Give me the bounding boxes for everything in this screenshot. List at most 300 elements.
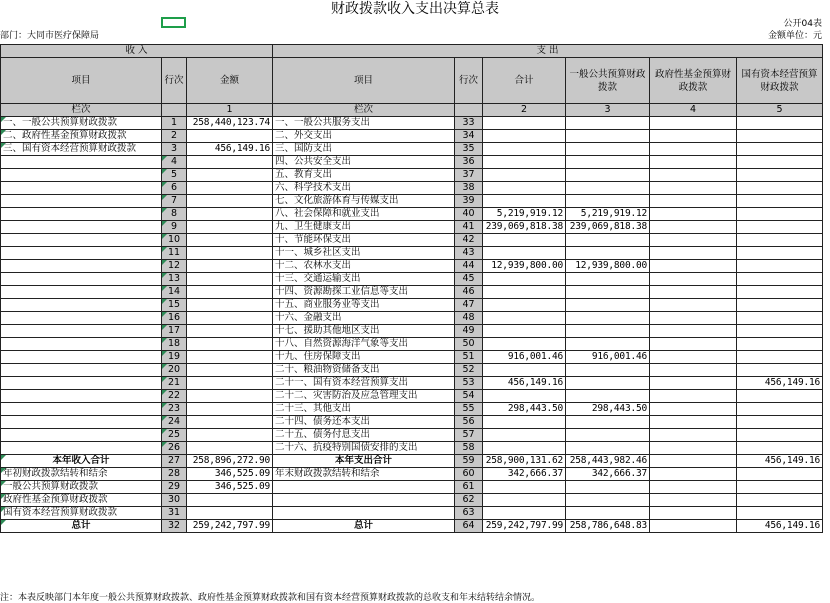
expense-line-no-cell[interactable]: 46 bbox=[455, 286, 483, 299]
gov-fund-cell[interactable] bbox=[650, 260, 737, 273]
gov-fund-cell[interactable] bbox=[650, 507, 737, 520]
expense-total-cell[interactable] bbox=[483, 507, 566, 520]
income-item-cell[interactable] bbox=[1, 416, 162, 429]
income-line-no-cell[interactable]: 31 bbox=[162, 507, 187, 520]
income-item-cell[interactable] bbox=[1, 364, 162, 377]
expense-total-cell[interactable]: 456,149.16 bbox=[483, 377, 566, 390]
expense-total-cell[interactable]: 258,900,131.62 bbox=[483, 455, 566, 468]
expense-total-cell[interactable] bbox=[483, 143, 566, 156]
income-item-cell[interactable] bbox=[1, 442, 162, 455]
expense-total-cell[interactable] bbox=[483, 494, 566, 507]
expense-total-cell[interactable] bbox=[483, 429, 566, 442]
income-line-no-cell[interactable]: 17 bbox=[162, 325, 187, 338]
income-line-no-cell[interactable]: 1 bbox=[162, 117, 187, 130]
col-index: 3 bbox=[566, 104, 650, 117]
income-amount-cell[interactable] bbox=[187, 182, 273, 195]
general-budget-cell[interactable] bbox=[566, 286, 650, 299]
income-line-no-cell[interactable]: 23 bbox=[162, 403, 187, 416]
expense-total-cell[interactable] bbox=[483, 117, 566, 130]
income-amount-cell[interactable] bbox=[187, 299, 273, 312]
gov-fund-cell[interactable] bbox=[650, 299, 737, 312]
general-budget-cell[interactable]: 258,443,982.46 bbox=[566, 455, 650, 468]
expense-line-no-cell[interactable]: 59 bbox=[455, 455, 483, 468]
income-line-no-cell[interactable]: 30 bbox=[162, 494, 187, 507]
expense-item-cell[interactable]: 十、节能环保支出 bbox=[273, 234, 455, 247]
expense-line-no-cell[interactable]: 56 bbox=[455, 416, 483, 429]
income-line-no-cell[interactable]: 21 bbox=[162, 377, 187, 390]
income-item-cell[interactable] bbox=[1, 390, 162, 403]
income-line-no-cell[interactable]: 28 bbox=[162, 468, 187, 481]
state-capital-cell[interactable] bbox=[737, 442, 823, 455]
income-item-cell[interactable] bbox=[1, 286, 162, 299]
income-item-cell[interactable] bbox=[1, 247, 162, 260]
state-capital-cell[interactable] bbox=[737, 299, 823, 312]
general-budget-cell[interactable] bbox=[566, 390, 650, 403]
gov-fund-cell[interactable] bbox=[650, 143, 737, 156]
expense-total-cell[interactable] bbox=[483, 182, 566, 195]
expense-total-cell[interactable] bbox=[483, 442, 566, 455]
income-amount-cell[interactable]: 346,525.09 bbox=[187, 468, 273, 481]
gov-fund-cell[interactable] bbox=[650, 247, 737, 260]
state-capital-cell[interactable] bbox=[737, 364, 823, 377]
expense-total-cell[interactable] bbox=[483, 247, 566, 260]
gov-fund-cell[interactable] bbox=[650, 169, 737, 182]
gov-fund-cell[interactable] bbox=[650, 351, 737, 364]
state-capital-cell[interactable]: 456,149.16 bbox=[737, 377, 823, 390]
state-capital-cell[interactable] bbox=[737, 481, 823, 494]
income-item-cell[interactable] bbox=[1, 377, 162, 390]
income-item-cell[interactable] bbox=[1, 312, 162, 325]
income-line-no-cell[interactable]: 12 bbox=[162, 260, 187, 273]
expense-line-no-cell[interactable]: 51 bbox=[455, 351, 483, 364]
gov-fund-cell[interactable] bbox=[650, 455, 737, 468]
expense-total-cell[interactable] bbox=[483, 325, 566, 338]
expense-line-no-cell[interactable]: 35 bbox=[455, 143, 483, 156]
income-item-cell[interactable]: 政府性基金预算财政拨款 bbox=[1, 494, 162, 507]
income-amount-cell[interactable] bbox=[187, 377, 273, 390]
income-amount-cell[interactable] bbox=[187, 364, 273, 377]
general-budget-cell[interactable]: 239,069,818.38 bbox=[566, 221, 650, 234]
income-amount-cell[interactable]: 258,896,272.90 bbox=[187, 455, 273, 468]
expense-item-cell[interactable]: 四、公共安全支出 bbox=[273, 156, 455, 169]
expense-item-cell[interactable]: 二十五、债务付息支出 bbox=[273, 429, 455, 442]
expense-total-cell[interactable]: 5,219,919.12 bbox=[483, 208, 566, 221]
income-line-no-cell[interactable]: 24 bbox=[162, 416, 187, 429]
general-budget-cell[interactable] bbox=[566, 195, 650, 208]
general-budget-cell[interactable] bbox=[566, 364, 650, 377]
income-amount-cell[interactable] bbox=[187, 390, 273, 403]
general-budget-cell[interactable] bbox=[566, 416, 650, 429]
expense-item-cell[interactable]: 总计 bbox=[273, 520, 455, 533]
income-item-cell[interactable]: 本年收入合计 bbox=[1, 455, 162, 468]
general-budget-cell[interactable] bbox=[566, 156, 650, 169]
income-line-no-cell[interactable]: 19 bbox=[162, 351, 187, 364]
income-item-cell[interactable] bbox=[1, 338, 162, 351]
expense-total-cell[interactable] bbox=[483, 390, 566, 403]
gov-fund-cell[interactable] bbox=[650, 325, 737, 338]
income-item-cell[interactable] bbox=[1, 208, 162, 221]
form-code: 公开04表 bbox=[783, 19, 822, 29]
expense-item-cell[interactable]: 十一、城乡社区支出 bbox=[273, 247, 455, 260]
expense-line-no-cell[interactable]: 44 bbox=[455, 260, 483, 273]
expense-line-no-cell[interactable]: 33 bbox=[455, 117, 483, 130]
income-item-cell[interactable]: 二、政府性基金预算财政拨款 bbox=[1, 130, 162, 143]
income-item-cell[interactable] bbox=[1, 221, 162, 234]
state-capital-cell[interactable] bbox=[737, 468, 823, 481]
income-line-no-cell[interactable]: 25 bbox=[162, 429, 187, 442]
income-line-no-cell[interactable]: 4 bbox=[162, 156, 187, 169]
expense-item-cell[interactable]: 十八、自然资源海洋气象等支出 bbox=[273, 338, 455, 351]
income-amount-cell[interactable]: 259,242,797.99 bbox=[187, 520, 273, 533]
expense-item-cell[interactable]: 二十一、国有资本经营预算支出 bbox=[273, 377, 455, 390]
state-capital-cell[interactable] bbox=[737, 260, 823, 273]
expense-item-cell[interactable]: 六、科学技术支出 bbox=[273, 182, 455, 195]
general-budget-cell[interactable] bbox=[566, 338, 650, 351]
state-capital-cell[interactable] bbox=[737, 338, 823, 351]
expense-item-cell[interactable]: 二十四、债务还本支出 bbox=[273, 416, 455, 429]
income-amount-cell[interactable] bbox=[187, 507, 273, 520]
expense-line-no-cell[interactable]: 53 bbox=[455, 377, 483, 390]
expense-item-cell[interactable]: 一、一般公共服务支出 bbox=[273, 117, 455, 130]
general-budget-cell[interactable] bbox=[566, 481, 650, 494]
state-capital-cell[interactable]: 456,149.16 bbox=[737, 520, 823, 533]
gov-fund-cell[interactable] bbox=[650, 468, 737, 481]
expense-total-cell[interactable] bbox=[483, 234, 566, 247]
general-budget-cell[interactable] bbox=[566, 299, 650, 312]
income-amount-cell[interactable] bbox=[187, 416, 273, 429]
gov-fund-cell[interactable] bbox=[650, 195, 737, 208]
general-budget-cell[interactable] bbox=[566, 234, 650, 247]
income-item-cell[interactable] bbox=[1, 195, 162, 208]
income-item-cell[interactable]: 国有资本经营预算财政拨款 bbox=[1, 507, 162, 520]
general-budget-cell[interactable] bbox=[566, 143, 650, 156]
income-line-no-cell[interactable]: 26 bbox=[162, 442, 187, 455]
income-item-cell[interactable] bbox=[1, 351, 162, 364]
general-budget-cell[interactable] bbox=[566, 130, 650, 143]
expense-total-cell[interactable] bbox=[483, 299, 566, 312]
gov-fund-cell[interactable] bbox=[650, 416, 737, 429]
expense-total-cell[interactable]: 298,443.50 bbox=[483, 403, 566, 416]
expense-line-no-cell[interactable]: 61 bbox=[455, 481, 483, 494]
expense-line-no-cell[interactable]: 39 bbox=[455, 195, 483, 208]
expense-total-cell[interactable]: 239,069,818.38 bbox=[483, 221, 566, 234]
expense-item-cell[interactable]: 十七、援助其他地区支出 bbox=[273, 325, 455, 338]
expense-item-cell[interactable]: 二十二、灾害防治及应急管理支出 bbox=[273, 390, 455, 403]
income-amount-cell[interactable]: 456,149.16 bbox=[187, 143, 273, 156]
expense-total-cell[interactable] bbox=[483, 273, 566, 286]
expense-item-cell[interactable]: 二十、粮油物资储备支出 bbox=[273, 364, 455, 377]
expense-line-no-cell[interactable]: 55 bbox=[455, 403, 483, 416]
state-capital-cell[interactable]: 456,149.16 bbox=[737, 455, 823, 468]
expense-line-no-cell[interactable]: 52 bbox=[455, 364, 483, 377]
expense-item-cell[interactable]: 年末财政拨款结转和结余 bbox=[273, 468, 455, 481]
income-line-no-cell[interactable]: 22 bbox=[162, 390, 187, 403]
general-budget-cell[interactable]: 12,939,800.00 bbox=[566, 260, 650, 273]
income-item-cell[interactable]: 一、一般公共预算财政拨款 bbox=[1, 117, 162, 130]
income-item-cell[interactable] bbox=[1, 260, 162, 273]
income-amount-cell[interactable] bbox=[187, 273, 273, 286]
state-capital-cell[interactable] bbox=[737, 208, 823, 221]
expense-line-no-cell[interactable]: 45 bbox=[455, 273, 483, 286]
gov-fund-cell[interactable] bbox=[650, 208, 737, 221]
state-capital-cell[interactable] bbox=[737, 117, 823, 130]
general-budget-cell[interactable] bbox=[566, 117, 650, 130]
income-item-cell[interactable] bbox=[1, 325, 162, 338]
general-budget-cell[interactable] bbox=[566, 442, 650, 455]
state-capital-cell[interactable] bbox=[737, 182, 823, 195]
general-budget-cell[interactable] bbox=[566, 247, 650, 260]
income-amount-cell[interactable] bbox=[187, 442, 273, 455]
state-capital-cell[interactable] bbox=[737, 156, 823, 169]
state-capital-cell[interactable] bbox=[737, 247, 823, 260]
income-item-cell[interactable] bbox=[1, 273, 162, 286]
gov-fund-cell[interactable] bbox=[650, 273, 737, 286]
expense-item-cell[interactable]: 七、文化旅游体育与传媒支出 bbox=[273, 195, 455, 208]
expense-line-no-cell[interactable]: 34 bbox=[455, 130, 483, 143]
expense-total-cell[interactable]: 259,242,797.99 bbox=[483, 520, 566, 533]
gov-fund-cell[interactable] bbox=[650, 234, 737, 247]
general-budget-cell[interactable] bbox=[566, 325, 650, 338]
table-row bbox=[1, 494, 823, 507]
expense-item-cell[interactable]: 五、教育支出 bbox=[273, 169, 455, 182]
income-amount-cell[interactable] bbox=[187, 403, 273, 416]
expense-total-cell[interactable] bbox=[483, 130, 566, 143]
general-budget-cell[interactable] bbox=[566, 169, 650, 182]
gov-fund-cell[interactable] bbox=[650, 182, 737, 195]
income-item-cell[interactable] bbox=[1, 299, 162, 312]
expense-line-no-cell[interactable]: 64 bbox=[455, 520, 483, 533]
income-line-no-cell[interactable]: 27 bbox=[162, 455, 187, 468]
income-line-no-cell[interactable]: 13 bbox=[162, 273, 187, 286]
income-line-no-cell[interactable]: 8 bbox=[162, 208, 187, 221]
gov-fund-cell[interactable] bbox=[650, 286, 737, 299]
state-capital-cell[interactable] bbox=[737, 130, 823, 143]
income-amount-cell[interactable] bbox=[187, 208, 273, 221]
expense-item-cell[interactable]: 十五、商业服务业等支出 bbox=[273, 299, 455, 312]
income-line-no-cell[interactable]: 10 bbox=[162, 234, 187, 247]
income-line-no-cell[interactable]: 29 bbox=[162, 481, 187, 494]
income-line-no-cell[interactable]: 11 bbox=[162, 247, 187, 260]
expense-line-no-cell[interactable]: 57 bbox=[455, 429, 483, 442]
income-line-no-cell[interactable]: 16 bbox=[162, 312, 187, 325]
gov-fund-cell[interactable] bbox=[650, 364, 737, 377]
income-amount-cell[interactable] bbox=[187, 234, 273, 247]
income-line-no-cell[interactable]: 2 bbox=[162, 130, 187, 143]
expense-line-no-cell[interactable]: 43 bbox=[455, 247, 483, 260]
income-amount-cell[interactable] bbox=[187, 494, 273, 507]
gov-fund-cell[interactable] bbox=[650, 429, 737, 442]
income-amount-cell[interactable] bbox=[187, 169, 273, 182]
expense-total-cell[interactable] bbox=[483, 416, 566, 429]
table-row bbox=[1, 208, 823, 221]
gov-fund-cell[interactable] bbox=[650, 377, 737, 390]
state-capital-cell[interactable] bbox=[737, 221, 823, 234]
expense-line-no-cell[interactable]: 47 bbox=[455, 299, 483, 312]
income-amount-cell[interactable] bbox=[187, 351, 273, 364]
income-item-cell[interactable] bbox=[1, 429, 162, 442]
gov-fund-cell[interactable] bbox=[650, 481, 737, 494]
general-budget-cell[interactable] bbox=[566, 273, 650, 286]
income-line-no-cell[interactable]: 3 bbox=[162, 143, 187, 156]
income-item-cell[interactable] bbox=[1, 403, 162, 416]
state-capital-cell[interactable] bbox=[737, 494, 823, 507]
expense-total-cell[interactable]: 12,939,800.00 bbox=[483, 260, 566, 273]
income-amount-cell[interactable] bbox=[187, 130, 273, 143]
income-amount-cell[interactable]: 346,525.09 bbox=[187, 481, 273, 494]
expense-total-cell[interactable] bbox=[483, 286, 566, 299]
expense-total-cell[interactable]: 342,666.37 bbox=[483, 468, 566, 481]
expense-total-cell[interactable] bbox=[483, 338, 566, 351]
income-amount-cell[interactable] bbox=[187, 195, 273, 208]
income-line-no-cell[interactable]: 9 bbox=[162, 221, 187, 234]
gov-fund-cell[interactable] bbox=[650, 520, 737, 533]
gov-fund-cell[interactable] bbox=[650, 117, 737, 130]
expense-item-cell[interactable]: 二十六、抗疫特别国债安排的支出 bbox=[273, 442, 455, 455]
state-capital-cell[interactable] bbox=[737, 429, 823, 442]
income-line-no-cell[interactable]: 14 bbox=[162, 286, 187, 299]
state-capital-cell[interactable] bbox=[737, 416, 823, 429]
income-item-cell[interactable]: 三、国有资本经营预算财政拨款 bbox=[1, 143, 162, 156]
expense-item-cell[interactable] bbox=[273, 481, 455, 494]
expense-line-no-cell[interactable]: 40 bbox=[455, 208, 483, 221]
income-item-cell[interactable] bbox=[1, 234, 162, 247]
income-item-cell[interactable]: 总计 bbox=[1, 520, 162, 533]
gov-fund-cell[interactable] bbox=[650, 221, 737, 234]
expense-line-no-cell[interactable]: 41 bbox=[455, 221, 483, 234]
expense-item-cell[interactable]: 二十三、其他支出 bbox=[273, 403, 455, 416]
expense-line-no-cell[interactable]: 38 bbox=[455, 182, 483, 195]
expense-item-cell[interactable]: 九、卫生健康支出 bbox=[273, 221, 455, 234]
expense-total-cell[interactable] bbox=[483, 195, 566, 208]
expense-line-no-cell[interactable]: 49 bbox=[455, 325, 483, 338]
expense-line-no-cell[interactable]: 58 bbox=[455, 442, 483, 455]
general-budget-cell[interactable] bbox=[566, 312, 650, 325]
income-amount-cell[interactable] bbox=[187, 429, 273, 442]
expense-item-cell[interactable]: 本年支出合计 bbox=[273, 455, 455, 468]
state-capital-cell[interactable] bbox=[737, 195, 823, 208]
income-line-no-cell[interactable]: 7 bbox=[162, 195, 187, 208]
state-capital-cell[interactable] bbox=[737, 143, 823, 156]
income-amount-cell[interactable] bbox=[187, 247, 273, 260]
expense-item-cell[interactable]: 三、国防支出 bbox=[273, 143, 455, 156]
col-index: 栏次 bbox=[1, 104, 162, 117]
income-item-cell[interactable] bbox=[1, 156, 162, 169]
expense-line-no-cell[interactable]: 63 bbox=[455, 507, 483, 520]
general-budget-cell[interactable] bbox=[566, 377, 650, 390]
gov-fund-cell[interactable] bbox=[650, 442, 737, 455]
expense-total-cell[interactable] bbox=[483, 481, 566, 494]
expense-item-cell[interactable]: 十四、资源勘探工业信息等支出 bbox=[273, 286, 455, 299]
income-line-no-cell[interactable]: 18 bbox=[162, 338, 187, 351]
state-capital-cell[interactable] bbox=[737, 325, 823, 338]
gov-fund-cell[interactable] bbox=[650, 156, 737, 169]
general-budget-cell[interactable] bbox=[566, 494, 650, 507]
income-amount-cell[interactable] bbox=[187, 221, 273, 234]
col-index: 5 bbox=[737, 104, 823, 117]
state-capital-cell[interactable] bbox=[737, 169, 823, 182]
income-line-no-cell[interactable]: 20 bbox=[162, 364, 187, 377]
general-budget-cell[interactable]: 298,443.50 bbox=[566, 403, 650, 416]
expense-total-cell[interactable] bbox=[483, 364, 566, 377]
income-line-no-cell[interactable]: 5 bbox=[162, 169, 187, 182]
table-row bbox=[1, 130, 823, 143]
state-capital-cell[interactable] bbox=[737, 286, 823, 299]
gov-fund-cell[interactable] bbox=[650, 390, 737, 403]
income-amount-cell[interactable]: 258,440,123.74 bbox=[187, 117, 273, 130]
table-row bbox=[1, 260, 823, 273]
gov-fund-cell[interactable] bbox=[650, 403, 737, 416]
income-amount-cell[interactable] bbox=[187, 325, 273, 338]
state-capital-cell[interactable] bbox=[737, 351, 823, 364]
expense-item-cell[interactable]: 十二、农林水支出 bbox=[273, 260, 455, 273]
income-line-no-cell[interactable]: 6 bbox=[162, 182, 187, 195]
expense-line-no-cell[interactable]: 50 bbox=[455, 338, 483, 351]
expense-line-no-cell[interactable]: 60 bbox=[455, 468, 483, 481]
income-amount-cell[interactable] bbox=[187, 156, 273, 169]
income-line-no-cell[interactable]: 15 bbox=[162, 299, 187, 312]
gov-fund-cell[interactable] bbox=[650, 312, 737, 325]
expense-total-cell[interactable]: 916,001.46 bbox=[483, 351, 566, 364]
state-capital-cell[interactable] bbox=[737, 312, 823, 325]
expense-total-cell[interactable] bbox=[483, 312, 566, 325]
expense-item-cell[interactable]: 十六、金融支出 bbox=[273, 312, 455, 325]
income-line-no-cell[interactable]: 32 bbox=[162, 520, 187, 533]
expense-item-cell[interactable]: 十九、住房保障支出 bbox=[273, 351, 455, 364]
general-budget-cell[interactable] bbox=[566, 429, 650, 442]
expense-line-no-cell[interactable]: 48 bbox=[455, 312, 483, 325]
expense-line-no-cell[interactable]: 54 bbox=[455, 390, 483, 403]
general-budget-cell[interactable]: 5,219,919.12 bbox=[566, 208, 650, 221]
expense-item-cell[interactable] bbox=[273, 507, 455, 520]
general-budget-cell[interactable]: 342,666.37 bbox=[566, 468, 650, 481]
gov-fund-cell[interactable] bbox=[650, 338, 737, 351]
expense-line-no-cell[interactable]: 36 bbox=[455, 156, 483, 169]
gov-fund-cell[interactable] bbox=[650, 130, 737, 143]
group-header-row bbox=[1, 45, 823, 58]
general-budget-cell[interactable]: 258,786,648.83 bbox=[566, 520, 650, 533]
expense-line-no-cell[interactable]: 62 bbox=[455, 494, 483, 507]
expense-line-no-cell[interactable]: 42 bbox=[455, 234, 483, 247]
state-capital-cell[interactable] bbox=[737, 403, 823, 416]
income-item-cell[interactable]: 一般公共预算财政拨款 bbox=[1, 481, 162, 494]
expense-item-cell[interactable]: 十三、交通运输支出 bbox=[273, 273, 455, 286]
expense-total-cell[interactable] bbox=[483, 169, 566, 182]
general-budget-cell[interactable] bbox=[566, 507, 650, 520]
selected-cell-cursor[interactable] bbox=[161, 17, 186, 28]
income-amount-cell[interactable] bbox=[187, 312, 273, 325]
income-item-cell[interactable]: 年初财政拨款结转和结余 bbox=[1, 468, 162, 481]
general-budget-cell[interactable]: 916,001.46 bbox=[566, 351, 650, 364]
expense-item-cell[interactable] bbox=[273, 494, 455, 507]
general-budget-cell[interactable] bbox=[566, 182, 650, 195]
expense-line-no-cell[interactable]: 37 bbox=[455, 169, 483, 182]
state-capital-cell[interactable] bbox=[737, 234, 823, 247]
unit-label: 金额单位：元 bbox=[767, 31, 822, 41]
income-amount-cell[interactable] bbox=[187, 338, 273, 351]
income-item-cell[interactable] bbox=[1, 182, 162, 195]
col-header: 一般公共预算财政拨款 bbox=[566, 58, 650, 104]
state-capital-cell[interactable] bbox=[737, 390, 823, 403]
expense-item-cell[interactable]: 二、外交支出 bbox=[273, 130, 455, 143]
income-amount-cell[interactable] bbox=[187, 286, 273, 299]
expense-total-cell[interactable] bbox=[483, 156, 566, 169]
gov-fund-cell[interactable] bbox=[650, 494, 737, 507]
income-item-cell[interactable] bbox=[1, 169, 162, 182]
state-capital-cell[interactable] bbox=[737, 273, 823, 286]
state-capital-cell[interactable] bbox=[737, 507, 823, 520]
income-amount-cell[interactable] bbox=[187, 260, 273, 273]
expense-item-cell[interactable]: 八、社会保障和就业支出 bbox=[273, 208, 455, 221]
